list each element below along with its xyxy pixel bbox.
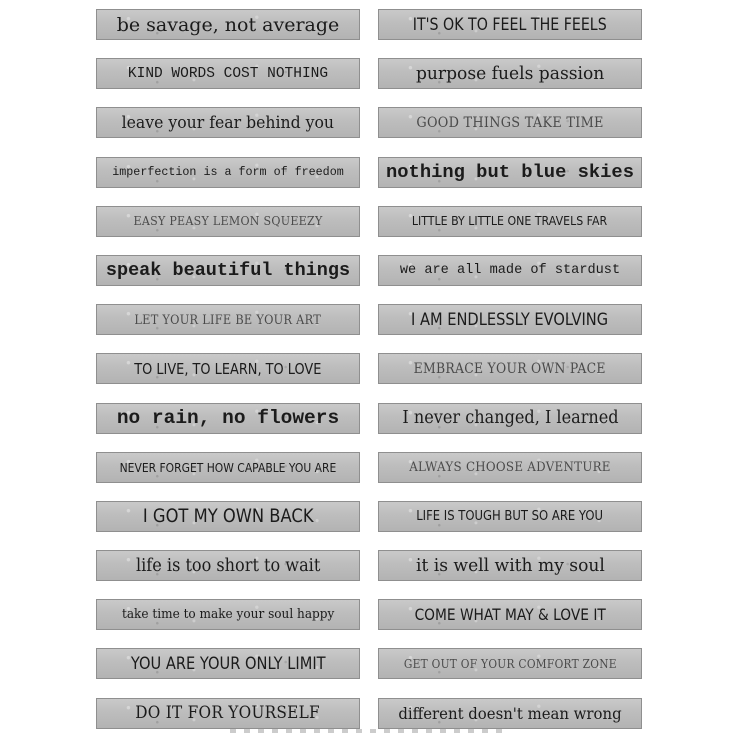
phrase-text: LIFE IS TOUGH BUT SO ARE YOU (416, 508, 604, 525)
phrase-strip (378, 353, 642, 384)
phrase-text: TO LIVE, TO LEARN, TO LOVE (134, 359, 322, 378)
phrase-strip (96, 501, 360, 532)
phrase-text: KIND WORDS COST NOTHING (127, 65, 329, 82)
phrase-strip (378, 599, 642, 630)
phrase-strip (96, 353, 360, 384)
phrase-text: I never changed, I learned (401, 408, 619, 428)
phrase-text: EMBRACE YOUR OWN PACE (413, 360, 607, 377)
phrase-text: GOOD THINGS TAKE TIME (416, 114, 604, 131)
phrase-strip (378, 58, 642, 89)
phrase-text: imperfection is a form of freedom (112, 165, 344, 180)
phrase-text: be savage, not average (116, 13, 340, 36)
phrase-strip (96, 452, 360, 483)
phrase-text: ALWAYS CHOOSE ADVENTURE (409, 459, 611, 475)
phrase-strip (96, 58, 360, 89)
phrase-text: EASY PEASY LEMON SQUEEZY (133, 214, 323, 229)
phrase-strip (378, 157, 642, 188)
phrase-text: different doesn't mean wrong (398, 703, 622, 723)
phrase-text: LITTLE BY LITTLE ONE TRAVELS FAR (412, 213, 608, 229)
phrase-strip (96, 599, 360, 630)
phrase-strip (378, 648, 642, 679)
phrase-text: COME WHAT MAY & LOVE IT (414, 605, 606, 625)
phrase-text: YOU ARE YOUR ONLY LIMIT (130, 653, 326, 674)
phrase-strip (378, 255, 642, 286)
phrase-strip (96, 403, 360, 434)
phrase-strip (378, 107, 642, 138)
phrase-strip (378, 9, 642, 40)
phrase-text: no rain, no flowers (116, 407, 340, 429)
phrase-strip (96, 550, 360, 581)
phrase-text: NEVER FORGET HOW CAPABLE YOU ARE (119, 459, 337, 475)
phrase-text: it is well with my soul (415, 555, 605, 577)
phrase-text: life is too short to wait (135, 555, 321, 576)
phrase-strip (96, 648, 360, 679)
phrase-text: I AM ENDLESSLY EVOLVING (411, 309, 609, 330)
phrase-strip (378, 403, 642, 434)
phrase-strip (96, 9, 360, 40)
phrase-strip (378, 550, 642, 581)
phrase-text: DO IT FOR YOURSELF (135, 703, 321, 724)
phrase-text: speak beautiful things (105, 259, 351, 281)
phrase-text: take time to make your soul happy (121, 607, 335, 623)
phrase-text: we are all made of stardust (399, 262, 621, 278)
cut-off-strip-edge (230, 729, 510, 733)
phrase-text: LET YOUR LIFE BE YOUR ART (134, 312, 322, 328)
phrase-strip (96, 255, 360, 286)
phrase-strip (96, 206, 360, 237)
left-column (96, 9, 360, 747)
phrase-strip (96, 698, 360, 729)
phrase-strip (378, 452, 642, 483)
phrase-strip (378, 206, 642, 237)
phrase-strip (378, 698, 642, 729)
phrase-text: purpose fuels passion (415, 63, 605, 85)
right-column (378, 9, 642, 747)
phrase-text: GET OUT OF YOUR COMFORT ZONE (403, 656, 617, 671)
phrase-strip (96, 304, 360, 335)
phrase-strip (378, 304, 642, 335)
phrase-text: leave your fear behind you (121, 113, 335, 133)
phrase-strip (96, 157, 360, 188)
phrase-strip (378, 501, 642, 532)
phrase-text: IT'S OK TO FEEL THE FEELS (413, 15, 607, 34)
phrase-strip (96, 107, 360, 138)
phrase-text: I GOT MY OWN BACK (142, 505, 314, 528)
phrase-text: nothing but blue skies (386, 161, 634, 184)
